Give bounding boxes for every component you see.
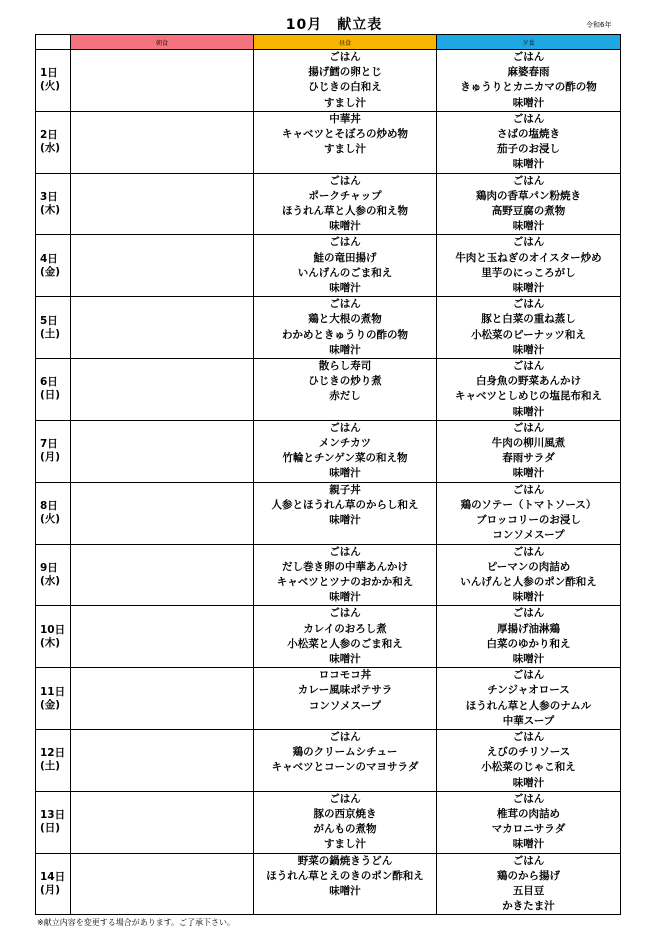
dinner-cell	[437, 420, 621, 482]
menu-item: すまし汁	[324, 143, 366, 156]
day-row	[36, 359, 621, 421]
menu-item: メンチカツ	[318, 437, 372, 450]
lunch-cell	[254, 173, 437, 235]
menu-item: 中華スープ	[502, 714, 555, 727]
dinner-cell	[437, 791, 621, 853]
menu-item: いんげんのごま和え	[297, 266, 393, 279]
menu-item: 味噌汁	[329, 220, 361, 233]
day-row	[36, 111, 621, 173]
lunch-cell	[254, 606, 437, 668]
menu-item: ごはん	[329, 607, 361, 620]
date-cell	[36, 420, 71, 482]
menu-item: 白身魚の野菜あんかけ	[476, 375, 581, 388]
menu-item: きゅうりとカニカマの酢の物	[460, 81, 597, 94]
dinner-cell	[437, 606, 621, 668]
day-row	[36, 729, 621, 791]
menu-item: ごはん	[329, 421, 361, 434]
breakfast-cell	[71, 729, 254, 791]
menu-item: すまし汁	[324, 838, 366, 851]
lunch-cell	[254, 297, 437, 359]
weekday: (日)	[40, 389, 61, 402]
menu-item: わかめときゅうりの酢の物	[282, 328, 408, 341]
menu-body	[36, 50, 621, 915]
date-cell	[36, 606, 71, 668]
menu-item: ほうれん草とえのきのポン酢和え	[266, 869, 424, 882]
menu-item: ごはん	[512, 174, 545, 187]
menu-item: 味噌汁	[329, 884, 361, 897]
weekday: (月)	[40, 451, 61, 464]
menu-item: ごはん	[512, 483, 545, 496]
dinner-cell	[437, 235, 621, 297]
menu-item: 鶏のクリームシチュー	[292, 746, 398, 759]
weekday: (火)	[40, 513, 61, 526]
day-number: 14日	[40, 870, 66, 883]
header-breakfast: 朝食	[71, 35, 254, 50]
menu-item: 茄子のお浸し	[497, 143, 560, 156]
day-row	[36, 297, 621, 359]
menu-item: 味噌汁	[329, 514, 361, 527]
menu-item: ごはん	[512, 730, 545, 743]
menu-item: 味噌汁	[329, 591, 361, 604]
breakfast-cell	[71, 482, 254, 544]
date-cell	[36, 791, 71, 853]
menu-item: ごはん	[512, 545, 545, 558]
day-row	[36, 853, 621, 915]
lunch-cell	[254, 111, 437, 173]
weekday: (土)	[40, 327, 61, 340]
breakfast-cell	[71, 791, 254, 853]
day-number: 6日	[40, 376, 58, 389]
weekday: (金)	[40, 698, 61, 711]
menu-table	[35, 34, 621, 915]
menu-item: 味噌汁	[512, 158, 545, 171]
date-cell	[36, 729, 71, 791]
dinner-cell	[437, 173, 621, 235]
menu-item: ロコモコ丼	[318, 669, 372, 682]
menu-item: ごはん	[329, 730, 361, 743]
menu-item: 親子丼	[329, 483, 361, 496]
header-date-cell	[36, 35, 71, 50]
day-row	[36, 420, 621, 482]
dinner-cell	[437, 668, 621, 730]
weekday: (土)	[40, 760, 61, 773]
menu-item: 鶏のから揚げ	[497, 869, 560, 882]
menu-item: ごはん	[512, 236, 545, 249]
lunch-cell	[254, 791, 437, 853]
menu-item: ごはん	[329, 236, 361, 249]
menu-item: 味噌汁	[512, 220, 545, 233]
day-number: 7日	[40, 438, 58, 451]
menu-item: ごはん	[512, 112, 545, 125]
menu-item: 味噌汁	[329, 652, 361, 665]
header-dinner: 夕食	[437, 35, 621, 50]
day-number: 4日	[40, 252, 58, 265]
day-number: 13日	[40, 809, 66, 822]
menu-item: ほうれん草と人参のナムル	[465, 699, 592, 712]
weekday: (月)	[40, 883, 61, 896]
day-row	[36, 791, 621, 853]
breakfast-cell	[71, 359, 254, 421]
weekday: (水)	[40, 142, 61, 155]
menu-item: コンソメスープ	[492, 529, 565, 542]
breakfast-cell	[71, 173, 254, 235]
menu-item: 味噌汁	[512, 652, 545, 665]
lunch-cell	[254, 544, 437, 606]
day-row	[36, 50, 621, 112]
date-cell	[36, 111, 71, 173]
menu-item: キャベツとそぼろの炒め物	[282, 128, 408, 141]
date-cell	[36, 297, 71, 359]
day-row	[36, 235, 621, 297]
menu-item: ごはん	[512, 421, 545, 434]
lunch-cell	[254, 50, 437, 112]
menu-item: 鶏のソテー（トマトソース）	[460, 498, 597, 511]
day-number: 9日	[40, 561, 58, 574]
date-cell	[36, 235, 71, 297]
page-title: 10月 献立表	[285, 17, 383, 33]
menu-item: 味噌汁	[512, 838, 545, 851]
menu-item: 人参とほうれん草のからし和え	[271, 498, 419, 511]
lunch-cell	[254, 420, 437, 482]
lunch-cell	[254, 482, 437, 544]
date-cell	[36, 668, 71, 730]
menu-item: ごはん	[329, 298, 361, 311]
weekday: (水)	[40, 574, 61, 587]
menu-item: 里芋のにっころがし	[481, 266, 576, 279]
lunch-cell	[254, 853, 437, 915]
dinner-cell	[437, 482, 621, 544]
weekday: (火)	[40, 80, 61, 93]
menu-item: 味噌汁	[512, 405, 545, 418]
menu-item: 豚の西京焼き	[313, 807, 377, 820]
menu-item: 春雨サラダ	[502, 452, 555, 465]
menu-item: ごはん	[329, 51, 361, 63]
menu-item: 散らし寿司	[318, 360, 372, 373]
lunch-cell	[254, 359, 437, 421]
menu-item: 味噌汁	[512, 591, 545, 604]
footer-note: ※献立内容を変更する場合があります。ご了承下さい。	[37, 918, 236, 927]
menu-item: ごはん	[512, 669, 545, 682]
menu-item: ごはん	[329, 792, 361, 805]
menu-item: かきたま汁	[502, 900, 555, 913]
date-cell	[36, 50, 71, 112]
menu-item: カレイのおろし煮	[303, 622, 387, 635]
menu-item: えびのチリソース	[486, 746, 571, 759]
weekday: (日)	[40, 822, 61, 835]
menu-item: カレー風味ポテサラ	[297, 684, 393, 697]
menu-item: 味噌汁	[512, 467, 545, 480]
menu-item: 味噌汁	[512, 776, 545, 789]
menu-item: 厚揚げ油淋鶏	[497, 622, 560, 635]
menu-item: 鶏と大根の煮物	[308, 313, 382, 326]
menu-item: 鶏肉の香草パン粉焼き	[476, 189, 581, 202]
menu-item: 椎茸の肉詰め	[497, 807, 560, 820]
dinner-cell	[437, 297, 621, 359]
weekday: (木)	[40, 636, 61, 649]
date-cell	[36, 173, 71, 235]
day-row	[36, 544, 621, 606]
menu-item: マカロニサラダ	[491, 823, 566, 836]
breakfast-cell	[71, 50, 254, 112]
menu-item: 味噌汁	[512, 282, 545, 295]
menu-item: 牛肉と玉ねぎのオイスター炒め	[455, 251, 602, 264]
menu-item: すまし汁	[324, 96, 366, 109]
date-cell	[36, 482, 71, 544]
menu-item: ブロッコリーのお浸し	[476, 514, 581, 527]
menu-item: 牛肉の柳川風煮	[491, 437, 566, 450]
menu-item: 味噌汁	[512, 343, 545, 356]
menu-item: ごはん	[512, 298, 545, 311]
day-number: 11日	[40, 685, 66, 698]
day-number: 8日	[40, 500, 58, 513]
menu-item: 中華丼	[329, 112, 361, 125]
menu-item: 鮭の竜田揚げ	[313, 251, 377, 264]
breakfast-cell	[71, 297, 254, 359]
date-cell	[36, 853, 71, 915]
breakfast-cell	[71, 853, 254, 915]
dinner-cell	[437, 359, 621, 421]
menu-item: コンソメスープ	[308, 699, 382, 712]
day-number: 5日	[40, 314, 58, 327]
date-cell	[36, 544, 71, 606]
menu-item: さばの塩焼き	[497, 128, 560, 141]
menu-item: ごはん	[329, 174, 361, 187]
dinner-cell	[437, 853, 621, 915]
menu-item: ひじきの白和え	[308, 81, 382, 94]
menu-item: 味噌汁	[512, 96, 545, 109]
weekday: (金)	[40, 265, 61, 278]
header-lunch: 昼食	[254, 35, 437, 50]
menu-item: 赤だし	[329, 390, 361, 403]
lunch-cell	[254, 235, 437, 297]
breakfast-cell	[71, 111, 254, 173]
era-label: 令和6年	[586, 21, 612, 29]
menu-item: キャベツとコーンのマヨサラダ	[271, 761, 419, 774]
menu-item: 味噌汁	[329, 282, 361, 295]
menu-item: いんげんと人参のポン酢和え	[460, 575, 597, 588]
menu-item: 揚げ鱈の卵とじ	[308, 66, 382, 79]
dinner-cell	[437, 729, 621, 791]
menu-item: 小松菜と人参のごま和え	[287, 637, 403, 650]
menu-item: 白菜のゆかり和え	[486, 637, 571, 650]
menu-item: ごはん	[512, 360, 545, 373]
day-row	[36, 606, 621, 668]
breakfast-cell	[71, 606, 254, 668]
date-cell	[36, 359, 71, 421]
menu-item: ポークチャップ	[308, 189, 382, 202]
lunch-cell	[254, 668, 437, 730]
weekday: (木)	[40, 204, 61, 217]
breakfast-cell	[71, 668, 254, 730]
menu-item: キャベツとツナのおかか和え	[276, 575, 414, 588]
menu-item: ピーマンの肉詰め	[486, 560, 571, 573]
breakfast-cell	[71, 420, 254, 482]
menu-item: ごはん	[512, 607, 545, 620]
day-number: 3日	[40, 191, 58, 204]
header-row	[36, 35, 621, 50]
menu-item: ごはん	[329, 545, 361, 558]
menu-item: ひじきの炒り煮	[308, 375, 382, 388]
day-row	[36, 668, 621, 730]
breakfast-cell	[71, 544, 254, 606]
menu-item: 味噌汁	[329, 467, 361, 480]
menu-item: ほうれん草と人参の和え物	[282, 205, 408, 218]
dinner-cell	[437, 50, 621, 112]
dinner-cell	[437, 544, 621, 606]
menu-item: キャベツとしめじの塩昆布和え	[455, 390, 602, 403]
menu-item: ごはん	[512, 792, 545, 805]
day-number: 10日	[40, 623, 66, 636]
menu-item: 野菜の鍋焼きうどん	[297, 854, 393, 867]
menu-item: 竹輪とチンゲン菜の和え物	[282, 452, 408, 465]
menu-item: 麻婆春雨	[507, 66, 550, 79]
menu-item: 小松菜のピーナッツ和え	[471, 328, 586, 341]
day-number: 1日	[40, 67, 58, 80]
day-row	[36, 173, 621, 235]
menu-item: だし巻き卵の中華あんかけ	[282, 560, 408, 573]
day-row	[36, 482, 621, 544]
dinner-cell	[437, 111, 621, 173]
day-number: 2日	[40, 129, 58, 142]
menu-item: チンジャオロース	[487, 684, 570, 697]
menu-item: ごはん	[512, 854, 545, 867]
menu-item: 小松菜のじゃこ和え	[481, 761, 576, 774]
menu-item: 味噌汁	[329, 343, 361, 356]
menu-item: 豚と白菜の重ね蒸し	[481, 313, 576, 326]
breakfast-cell	[71, 235, 254, 297]
day-number: 12日	[40, 747, 66, 760]
menu-item: 五目豆	[512, 884, 545, 897]
menu-item: 高野豆腐の煮物	[491, 205, 566, 218]
menu-item: ごはん	[512, 51, 545, 63]
menu-item: がんもの煮物	[313, 823, 377, 836]
lunch-cell	[254, 729, 437, 791]
